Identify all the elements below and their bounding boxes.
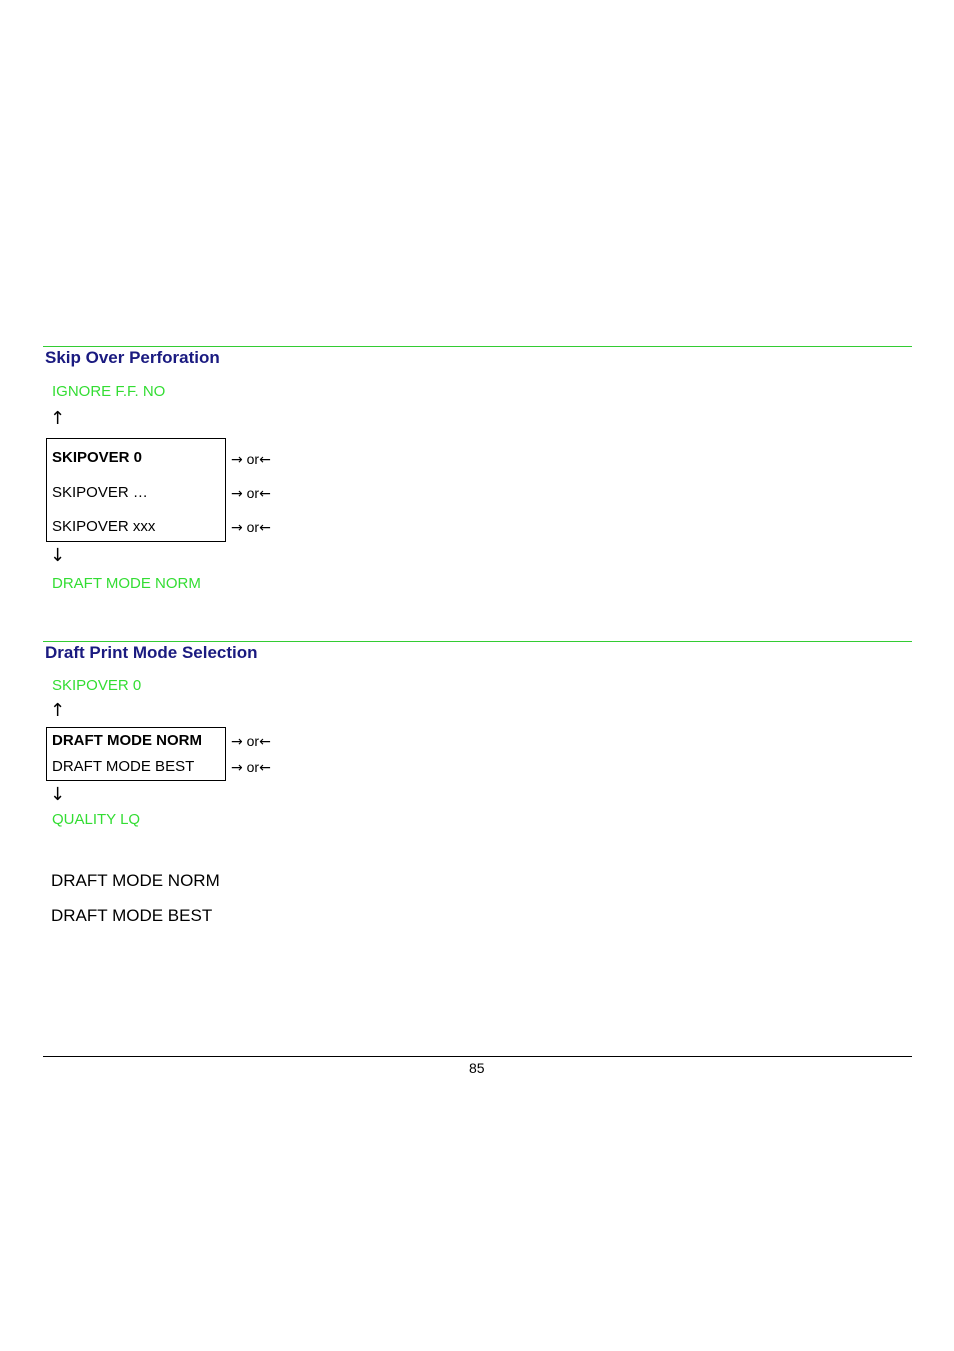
left-arrow-icon: ← (259, 520, 271, 536)
down-arrow-icon: ↓ (50, 784, 66, 805)
left-arrow-icon: ← (259, 452, 271, 468)
or-label: or (246, 451, 260, 467)
or-label: or (246, 485, 260, 501)
left-arrow-icon: ← (259, 760, 271, 776)
right-arrow-icon: → (231, 452, 243, 468)
section-divider (43, 641, 912, 642)
page-number: 85 (469, 1060, 485, 1076)
section-title-draft-print-mode: Draft Print Mode Selection (45, 643, 258, 662)
section-title-skip-over-perforation: Skip Over Perforation (45, 348, 220, 367)
menu-option-selected: DRAFT MODE NORM (52, 732, 202, 749)
or-label: or (246, 759, 260, 775)
next-menu-item: QUALITY LQ (52, 811, 141, 828)
up-arrow-icon: ↑ (50, 408, 66, 429)
up-arrow-icon: ↑ (50, 700, 66, 721)
right-arrow-icon: → (231, 486, 243, 502)
prev-menu-item: SKIPOVER 0 (52, 677, 142, 694)
section-divider (43, 346, 912, 347)
description-term: DRAFT MODE NORM (51, 871, 220, 890)
nav-hint (231, 485, 271, 502)
right-arrow-icon: → (231, 734, 243, 750)
down-arrow-icon: ↓ (50, 545, 66, 566)
nav-hint (231, 451, 271, 468)
nav-hint (231, 759, 271, 776)
right-arrow-icon: → (231, 520, 243, 536)
menu-option: SKIPOVER … (52, 484, 148, 501)
right-arrow-icon: → (231, 760, 243, 776)
menu-option: DRAFT MODE BEST (52, 758, 195, 775)
or-label: or (246, 733, 260, 749)
nav-hint (231, 519, 271, 536)
or-label: or (246, 519, 260, 535)
prev-menu-item: IGNORE F.F. NO (52, 383, 166, 400)
left-arrow-icon: ← (259, 486, 271, 502)
description-term: DRAFT MODE BEST (51, 906, 213, 925)
nav-hint (231, 733, 271, 750)
next-menu-item: DRAFT MODE NORM (52, 575, 201, 592)
menu-option: SKIPOVER xxx (52, 518, 156, 535)
left-arrow-icon: ← (259, 734, 271, 750)
menu-option-selected: SKIPOVER 0 (52, 449, 143, 466)
footer-divider (43, 1056, 912, 1057)
